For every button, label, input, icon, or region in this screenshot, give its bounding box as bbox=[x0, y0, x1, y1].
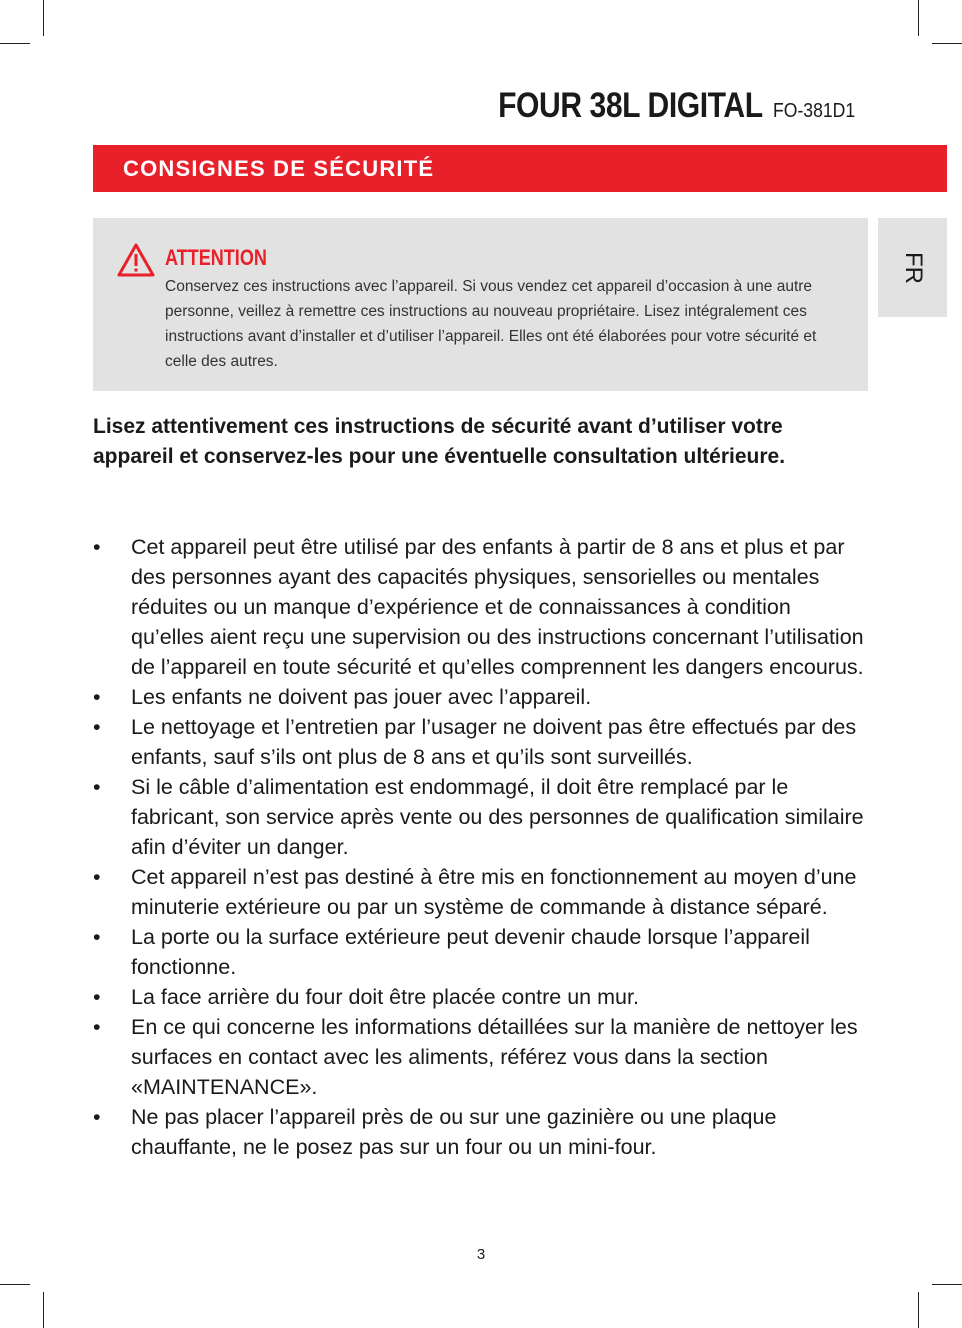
list-item bbox=[93, 1012, 868, 1102]
attention-box bbox=[93, 218, 868, 391]
product-title: FOUR 38L DIGITAL bbox=[498, 86, 763, 125]
bullet-icon: • bbox=[93, 715, 101, 739]
page-number: 3 bbox=[476, 1246, 486, 1263]
crop-mark bbox=[932, 1284, 962, 1285]
attention-title: ATTENTION bbox=[165, 245, 267, 270]
crop-mark bbox=[918, 1292, 919, 1328]
list-item bbox=[93, 532, 868, 682]
list-item bbox=[93, 712, 868, 772]
document-header bbox=[455, 86, 866, 126]
bullet-icon: • bbox=[93, 1015, 101, 1039]
list-item bbox=[93, 1102, 868, 1162]
list-item bbox=[93, 922, 868, 982]
list-item bbox=[93, 682, 868, 712]
list-item-text: Cet appareil peut être utilisé par des enfants à partir de 8 ans et plus et par des personnes ayant des capacités physiques, sensorielles ou mentales réduites ou un manque d’expérience et de connaissances à condition qu’elles aient reçu une supervision ou des instructions concernant l’utilisation de l’appareil en toute sécurité et qu’elles comprennent les dangers encourus. bbox=[131, 535, 864, 679]
crop-mark bbox=[918, 0, 919, 36]
safety-bullet-list bbox=[93, 532, 868, 1162]
list-item-text: Ne pas placer l’appareil près de ou sur une gazinière ou une plaque chauffante, ne le posez pas sur un four ou un mini-four. bbox=[131, 1105, 777, 1159]
bullet-icon: • bbox=[93, 925, 101, 949]
list-item-text: Les enfants ne doivent pas jouer avec l’appareil. bbox=[131, 685, 592, 709]
crop-mark bbox=[0, 1284, 30, 1285]
list-item-text: Cet appareil n’est pas destiné à être mis en fonctionnement au moyen d’une minuterie extérieure ou par un système de commande à distance séparé. bbox=[131, 865, 857, 919]
language-label: FR bbox=[899, 251, 927, 284]
list-item bbox=[93, 772, 868, 862]
section-header-bar bbox=[93, 145, 947, 192]
model-number: FO-381D1 bbox=[772, 100, 855, 122]
crop-mark bbox=[932, 43, 962, 44]
bullet-icon: • bbox=[93, 535, 101, 559]
section-title: CONSIGNES DE SÉCURITÉ bbox=[123, 155, 435, 181]
attention-text: Conservez ces instructions avec l’appareil. Si vous vendez cet appareil d’occasion à une autre personne, veillez à remettre ces instructions au nouveau propriétaire. Lisez intégralement ces instructions avant d’installer et d’utiliser l’appareil. Elles ont été élaborées pour votre sécurité et celle des autres. bbox=[165, 278, 817, 370]
crop-mark bbox=[43, 1292, 44, 1328]
crop-mark bbox=[43, 0, 44, 36]
list-item bbox=[93, 862, 868, 922]
list-item-text: La face arrière du four doit être placée contre un mur. bbox=[131, 985, 639, 1009]
bullet-icon: • bbox=[93, 775, 101, 799]
list-item bbox=[93, 982, 868, 1012]
bullet-icon: • bbox=[93, 865, 101, 889]
list-item-text: Si le câble d’alimentation est endommagé, il doit être remplacé par le fabricant, son service après vente ou des personnes de qualification similaire afin d’éviter un danger. bbox=[131, 775, 864, 859]
crop-mark bbox=[0, 43, 30, 44]
list-item-text: Le nettoyage et l’entretien par l’usager ne doivent pas être effectués par des enfants, sauf s’ils ont plus de 8 ans et qu’ils sont surveillés. bbox=[131, 715, 857, 769]
warning-triangle-icon bbox=[116, 242, 156, 278]
list-item-text: La porte ou la surface extérieure peut devenir chaude lorsque l’appareil fonctionne. bbox=[131, 925, 810, 979]
intro-paragraph: Lisez attentivement ces instructions de sécurité avant d’utiliser votre appareil et conservez-les pour une éventuelle consultation ultérieure. bbox=[93, 415, 786, 468]
bullet-icon: • bbox=[93, 685, 101, 709]
bullet-icon: • bbox=[93, 985, 101, 1009]
bullet-icon: • bbox=[93, 1105, 101, 1129]
list-item-text: En ce qui concerne les informations détaillées sur la manière de nettoyer les surfaces en contact avec les aliments, référez vous dans la section «MAINTENANCE». bbox=[131, 1015, 858, 1099]
language-tab bbox=[878, 218, 947, 317]
